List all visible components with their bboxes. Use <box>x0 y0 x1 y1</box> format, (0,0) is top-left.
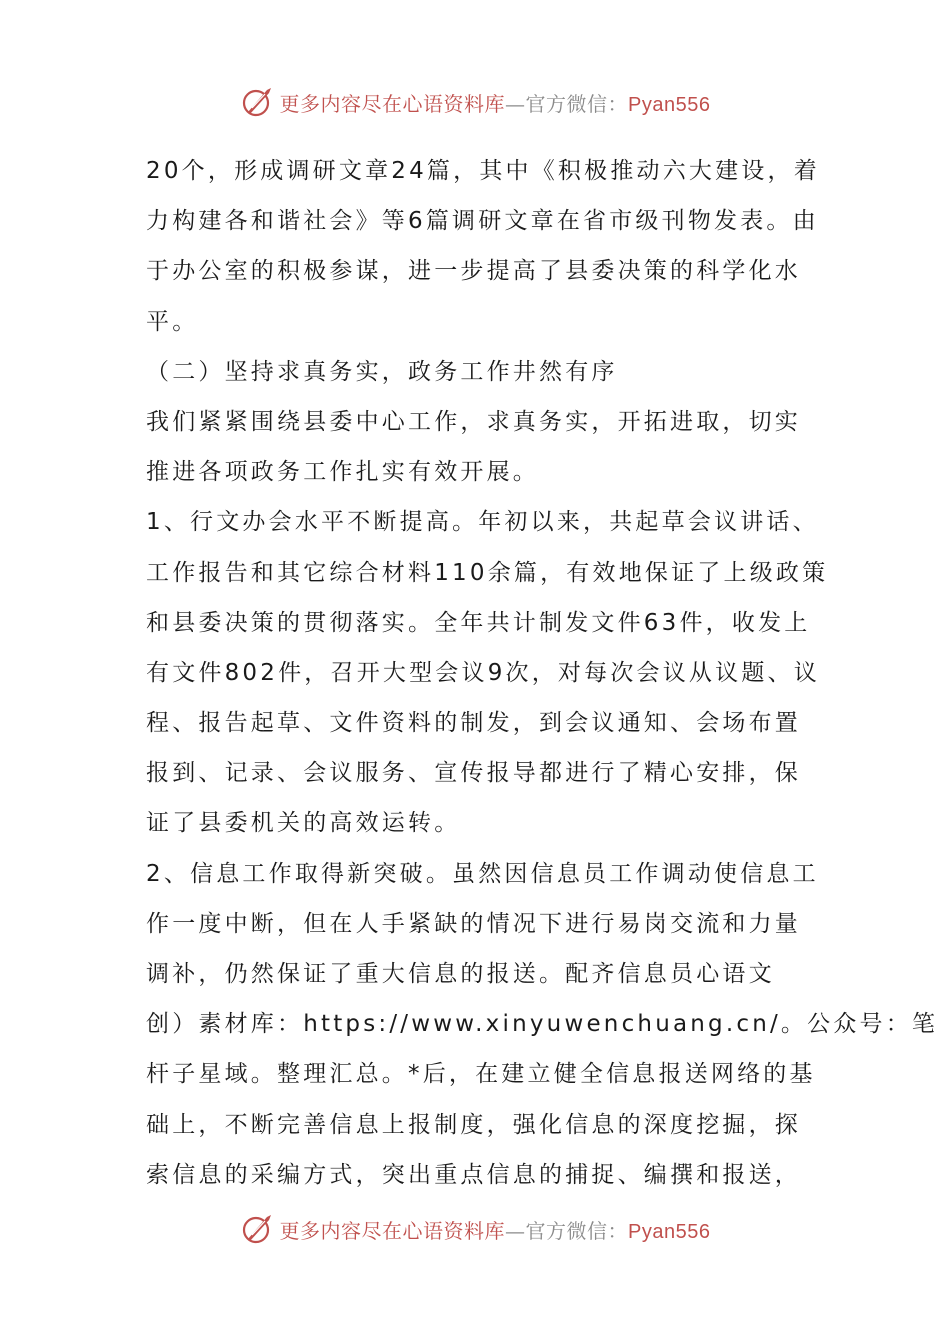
footer-separator: — <box>505 1218 526 1243</box>
header-wechat-label: 官方微信： <box>525 91 629 116</box>
footer-wechat-id: Pyan556 <box>628 1220 711 1243</box>
body-line: 1、行文办会水平不断提高。年初以来，共起草会议讲话、 <box>146 509 819 536</box>
footer-site-text: 更多内容尽在心语资料库 <box>279 1218 506 1243</box>
body-line: 和县委决策的贯彻落实。全年共计制发文件63件，收发上 <box>146 609 811 636</box>
body-line: 有文件802件，召开大型会议9次，对每次会议从议题、议 <box>146 659 820 686</box>
body-line: 平。 <box>146 308 199 335</box>
header-wechat-id: Pyan556 <box>628 93 711 116</box>
body-line: 调补，仍然保证了重大信息的报送。配齐信息员心语文 <box>146 961 775 987</box>
body-line: 础上，不断完善信息上报制度，强化信息的深度挖掘，探 <box>146 1111 801 1138</box>
body-line: 推进各项政务工作扎实有效开展。 <box>146 459 539 486</box>
body-line: 作一度中断，但在人手紧缺的情况下进行易岗交流和力量 <box>146 910 801 937</box>
body-line: 力构建各和谐社会》等6篇调研文章在省市级刊物发表。由 <box>146 208 819 235</box>
body-line: 杆子星域。整理汇总。*后，在建立健全信息报送网络的基 <box>146 1061 816 1088</box>
body-line-with-url: 创）素材库：https://www.xinyuwenchuang.cn/。公众号：笔 <box>146 1011 939 1038</box>
body-line: 程、报告起草、文件资料的制发，到会议通知、会场布置 <box>146 710 801 737</box>
footer-wechat-label: 官方微信： <box>525 1218 629 1243</box>
section-heading: （二）坚持求真务实，政务工作井然有序 <box>146 358 618 385</box>
body-line: 20个，形成调研文章24篇，其中《积极推动六大建设，着 <box>146 158 820 184</box>
body-line: 2、信息工作取得新突破。虽然因信息员工作调动使信息工 <box>146 860 819 887</box>
header-separator: — <box>505 91 526 116</box>
footer-text <box>280 1215 711 1244</box>
body-line: 报到、记录、会议服务、宣传报导都进行了精心安排，保 <box>146 760 801 787</box>
body-line: 工作报告和其它综合材料110余篇，有效地保证了上级政策 <box>146 559 829 586</box>
document-body <box>146 146 939 1200</box>
body-line: 证了县委机关的高效运转。 <box>146 810 461 837</box>
header-site-text: 更多内容尽在心语资料库 <box>279 91 506 116</box>
quill-pen-logo-icon <box>240 1211 276 1247</box>
body-line: 我们紧紧围绕县委中心工作，求真务实，开拓进取，切实 <box>146 408 801 435</box>
header-text <box>280 88 711 117</box>
body-line: 于办公室的积极参谋，进一步提高了县委决策的科学化水 <box>146 258 801 285</box>
header-banner <box>0 82 950 122</box>
quill-pen-logo-icon <box>240 84 276 120</box>
footer-banner <box>0 1209 950 1249</box>
body-line: 索信息的采编方式，突出重点信息的捕捉、编撰和报送， <box>146 1161 801 1188</box>
